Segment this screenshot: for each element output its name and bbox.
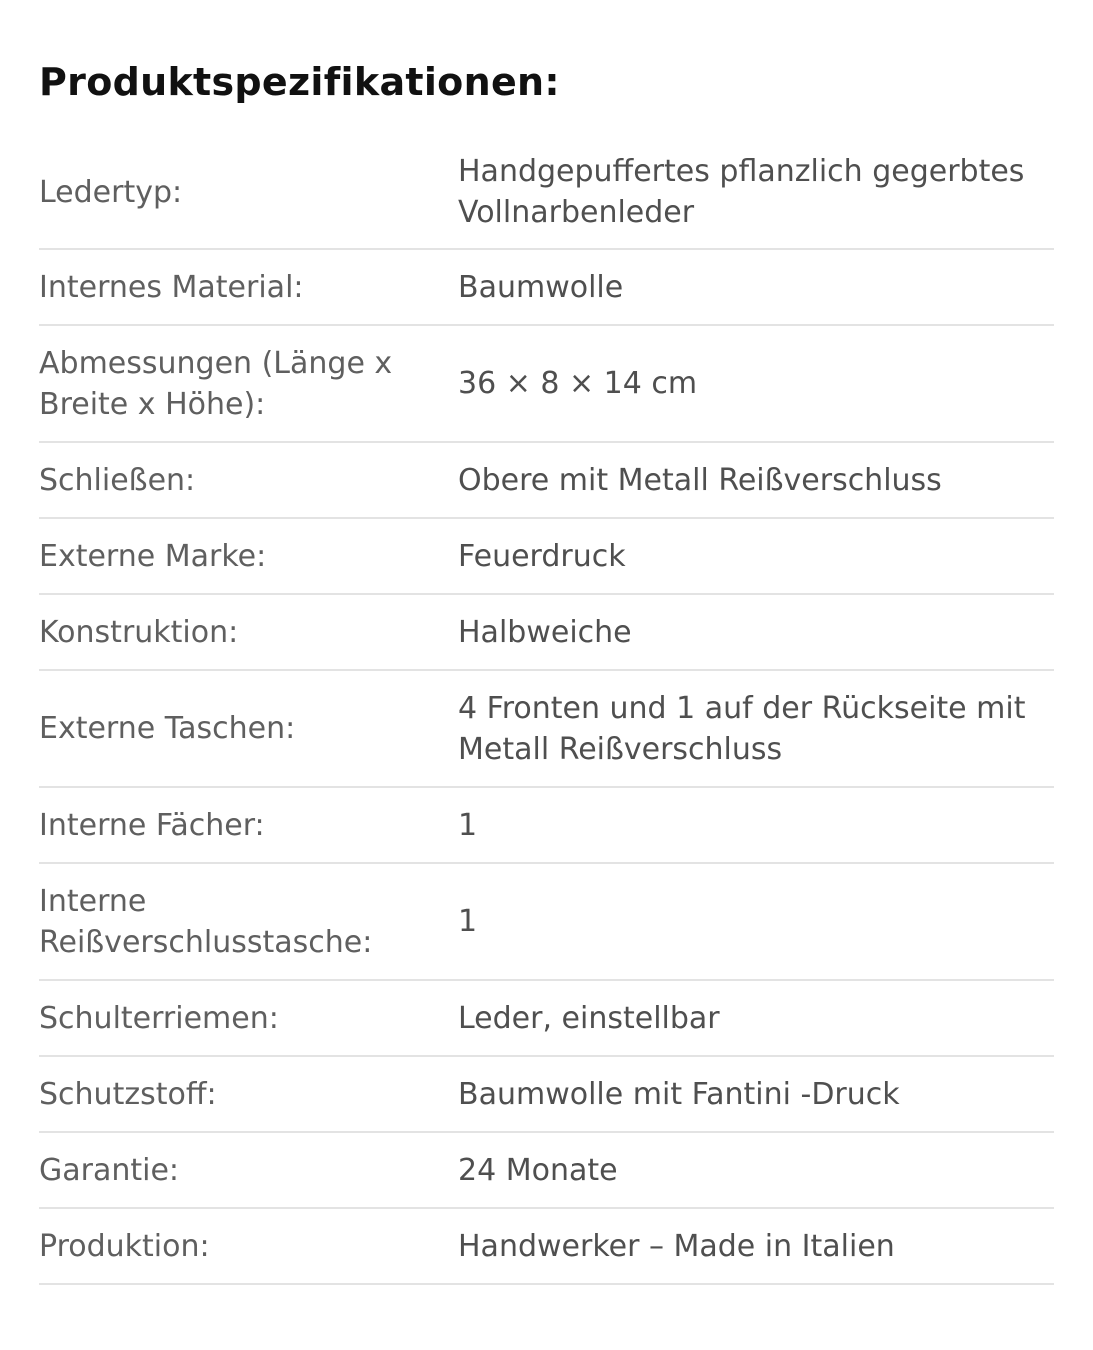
spec-label-ledertyp: Ledertyp:: [39, 174, 183, 210]
spec-value-schulterriemen: Leder, einstellbar: [458, 1000, 720, 1036]
spec-value-konstruktion: Halbweiche: [458, 614, 632, 650]
spec-label-internes-material: Internes Material:: [39, 269, 304, 305]
spec-label-interne-faecher: Interne Fächer:: [39, 807, 265, 843]
spec-label-externe-taschen: Externe Taschen:: [39, 711, 296, 746]
spec-value-schutzstoff: Baumwolle mit Fantini -Druck: [458, 1076, 900, 1112]
spec-value-abmessungen: 36 × 8 × 14 cm: [458, 366, 698, 401]
spec-value-produktion: Handwerker – Made in Italien: [458, 1228, 895, 1264]
spec-label-schutzstoff: Schutzstoff:: [39, 1076, 217, 1112]
spec-value-externe-taschen: 4 Fronten und 1 auf der Rückseite mit Metall Reißverschluss: [458, 690, 1026, 767]
spec-label-produktion: Produktion:: [39, 1228, 210, 1264]
table-row: [39, 1057, 1054, 1133]
spec-value-interne-reissverschlusstasche: 1: [458, 904, 478, 939]
spec-value-schliessen: Obere mit Metall Reißverschluss: [458, 462, 942, 498]
table-row: [39, 981, 1054, 1057]
spec-value-internes-material: Baumwolle: [458, 269, 624, 305]
spec-table: [39, 136, 1054, 1285]
spec-label-konstruktion: Konstruktion:: [39, 614, 239, 650]
spec-label-abmessungen: Abmessungen (Länge x Breite x Höhe):: [39, 345, 393, 422]
spec-label-externe-marke: Externe Marke:: [39, 538, 267, 574]
table-row: [39, 136, 1054, 250]
table-row: [39, 595, 1054, 671]
table-row: [39, 864, 1054, 981]
table-row: [39, 788, 1054, 864]
spec-value-interne-faecher: 1: [458, 807, 478, 843]
spec-value-garantie: 24 Monate: [458, 1152, 618, 1188]
spec-value-ledertyp: Handgepuffertes pflanzlich gegerbtes Vollnarbenleder: [458, 154, 1025, 230]
spec-label-schliessen: Schließen:: [39, 462, 196, 498]
table-row: [39, 250, 1054, 326]
table-row: [39, 1209, 1054, 1285]
spec-label-garantie: Garantie:: [39, 1152, 180, 1188]
spec-value-externe-marke: Feuerdruck: [458, 538, 626, 574]
table-row: [39, 443, 1054, 519]
table-row: [39, 1133, 1054, 1209]
table-row: [39, 326, 1054, 443]
page-title: Produktspezifikationen:: [39, 60, 560, 104]
table-row: [39, 519, 1054, 595]
spec-label-schulterriemen: Schulterriemen:: [39, 1000, 279, 1036]
spec-label-interne-reissverschlusstasche: Interne Reißverschlusstasche:: [39, 883, 373, 960]
table-row: [39, 671, 1054, 788]
